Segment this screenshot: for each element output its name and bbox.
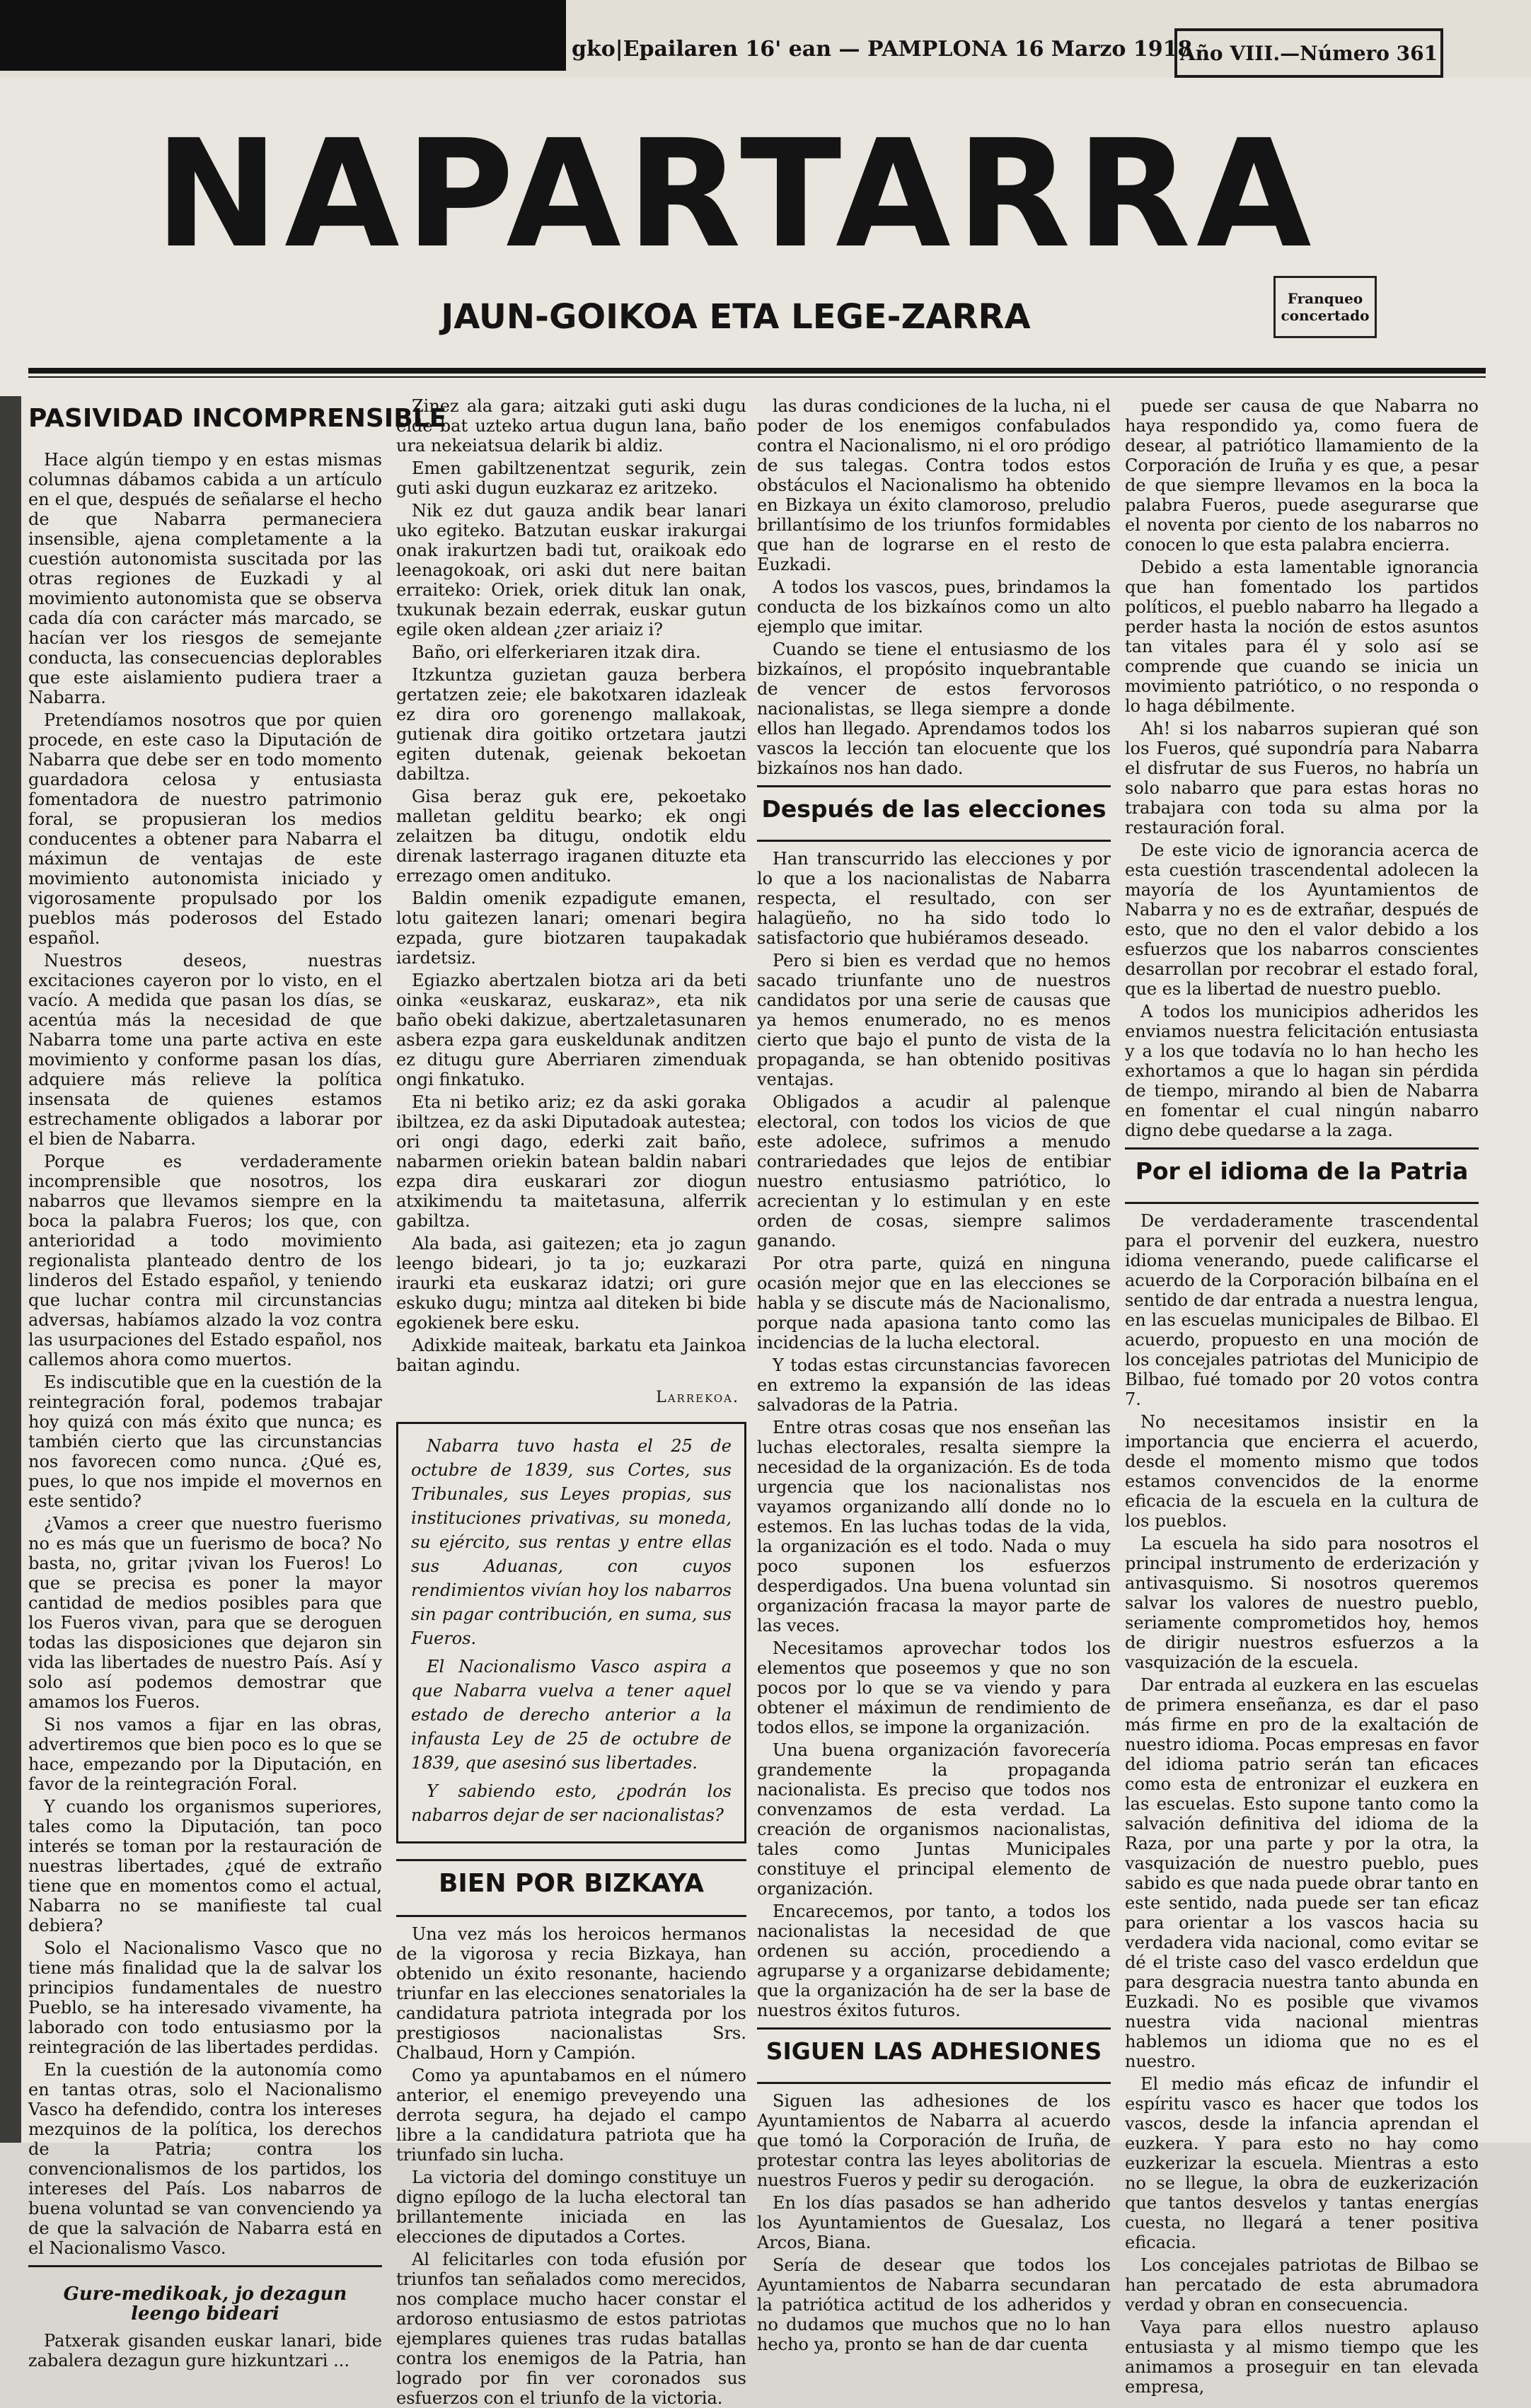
masthead: NAPARTARRA <box>154 108 1317 281</box>
paragraph: Ala bada, asi gaitezen; eta jo zagun leengo bideari, jo ta jo; euzkarazi iraurki eta euskaraz idatzi; ori gure eskuko dugu; mintza aal diteken bi bide egokienek bere esku. <box>396 1234 746 1333</box>
dateline: gko|Epailaren 16' ean — PAMPLONA 16 Marzo 1918 <box>572 37 1193 62</box>
franqueo-stamp: Franqueo concertado <box>1273 276 1377 338</box>
paragraph: Han transcurrido las elecciones y por lo que a los nacionalistas de Nabarra respecta, el resultado, con ser halagüeño, no ha sido todo lo satisfactorio que hubiéramos deseado. <box>757 849 1111 948</box>
article-title: Después de las elecciones <box>761 795 1107 823</box>
article-title: SIGUEN LAS ADHESIONES <box>766 2037 1102 2065</box>
paragraph: Encarecemos, por tanto, a todos los nacionalistas la necesidad de que ordenen su acción, procediendo a agruparse y a organizarse debidamente; que la organización ha de ser la base de nuestros éxitos futuros. <box>757 1901 1111 2020</box>
paragraph: Por otra parte, quizá en ninguna ocasión mejor que en las elecciones se habla y se discute más de Nacionalismo, porque nada apasiona tanto como las incidencias de la lucha electoral. <box>757 1254 1111 1353</box>
paragraph: Itzkuntza guzietan gauza berbera gertatzen zeie; ele bakotxaren idazleak ez dira oro gorenengo mallakoak, gutienak dira goitiko ortzetara jautzi egiten dutenak, geienak bekoetan dabiltza. <box>396 665 746 784</box>
issue-number-box: Año VIII.—Número 361 <box>1174 28 1443 78</box>
section-rule <box>396 1859 746 1861</box>
page-edge-shadow <box>0 396 21 2143</box>
paragraph: A todos los vascos, pues, brindamos la conducta de los bizkaínos como un alto ejemplo que imitar. <box>757 577 1111 637</box>
column-2 <box>396 396 746 2408</box>
paragraph: Sería de desear que todos los Ayuntamientos de Nabarra secundaran la patriótica actitud de los adheridos y no dudamos que muchos que no lo han hecho ya, pronto se han de dar cuenta <box>757 2255 1111 2354</box>
paragraph: Obligados a acudir al palenque electoral, con todos los vicios de que este adolece, sufrimos a menudo contrariedades que lejos de entibiar nuestro entusiasmo patriótico, lo acrecientan y lo estimulan y en este orden de cosas, siempre salimos ganando. <box>757 1092 1111 1251</box>
paragraph: Entre otras cosas que nos enseñan las luchas electorales, resalta siempre la necesidad de la organización. Es de toda urgencia que los nacionalistas nos vayamos organizando allí donde no lo estemos. En las luchas todas de la vida, la organización es el todo. Nada o muy poco suponen los esfuerzos desperdigados. Una buena voluntad sin organización fracasa la mayor parte de las veces. <box>757 1418 1111 1636</box>
paragraph: Al felicitarles con toda efusión por triunfos tan señalados como merecidos, nos complace mucho hacer constar el ardoroso entusiasmo de estos patriotas ejemplares quienes tras rudas batallas contra los enemigos de la Patria, han logrado por fin ver coronados sus esfuerzos con el triunfo de la victoria. <box>396 2250 746 2408</box>
section-rule <box>757 2027 1111 2030</box>
article-title: PASIVIDAD INCOMPRENSIBLE <box>28 404 447 433</box>
paragraph: Ah! si los nabarros supieran qué son los Fueros, qué supondría para Nabarra el disfrutar de sus Fueros, no habría un solo nabarro que para estas horas no trabajara con toda su alma por la restauración foral. <box>1125 719 1479 838</box>
paragraph: las duras condiciones de la lucha, ni el poder de los enemigos confabulados contra el Nacionalismo, ni el oro pródigo de sus talegas. Contra todos estos obstáculos el Nacionalismo ha obtenido en Bizkaya un éxito clamoroso, preludio brillantísimo de los triunfos formidables que han de lograrse en el resto de Euzkadi. <box>757 396 1111 574</box>
paragraph: En los días pasados se han adherido los Ayuntamientos de Guesalaz, Los Arcos, Biana. <box>757 2193 1111 2252</box>
paragraph: Como ya apuntabamos en el número anterior, el enemigo preveyendo una derrota segura, ha dejado el campo libre a la candidatura patriota que ha triunfado sin lucha. <box>396 2066 746 2165</box>
paragraph: Baño, ori elferkeriaren itzak dira. <box>412 642 701 662</box>
paragraph: Los concejales patriotas de Bilbao se han percatado de esta abrumadora verdad y obran en consecuencia. <box>1125 2255 1479 2315</box>
section-rule <box>1125 1202 1479 1204</box>
paragraph: De verdaderamente trascendental para el porvenir del euzkera, nuestro idioma venerando, puede calificarse el acuerdo de la Corporación bilbaína en el sentido de dar entrada a nuestra lengua, en las escuelas municipales de Bilbao. El acuerdo, propuesto en una moción de los concejales patriotas del Municipio de Bilbao, fué tomado por 20 votos contra 7. <box>1125 1211 1479 1409</box>
paragraph: Cuando se tiene el entusiasmo de los bizkaínos, el propósito inquebrantable de vencer de estos fervorosos nacionalistas, se llega siempre a donde ellos han llegado. Aprendamos todos los vascos la lección tan elocuente que los bizkaínos nos han dado. <box>757 639 1111 778</box>
section-rule <box>396 1915 746 1917</box>
section-rule <box>28 2265 382 2267</box>
paragraph: Y sabiendo esto, ¿podrán los nabarros dejar de ser nacionalistas? <box>411 1781 732 1825</box>
paragraph: El Nacionalismo Vasco aspira a que Nabarra vuelva a tener aquel estado de derecho anterior a la infausta Ley de 25 de octubre de 1839, que asesinó sus libertades. <box>411 1657 732 1773</box>
paragraph: A todos los municipios adheridos les enviamos nuestra felicitación entusiasta y a los que todavía no lo han hecho les exhortamos a que lo hagan sin pérdida de tiempo, mirando al bien de Nabarra en fomentar el cual ningún nabarro digno debe quedarse a la zaga. <box>1125 1002 1479 1140</box>
paragraph: Patxerak gisanden euskar lanari, bide zabalera dezagun gure hizkuntzari ... <box>28 2331 382 2371</box>
boxed-notice <box>396 1422 746 1843</box>
paragraph: Vaya para ellos nuestro aplauso entusiasta y al mismo tiempo que les animamos a proseguir en tan elevada empresa, <box>1125 2317 1479 2397</box>
paragraph: puede ser causa de que Nabarra no haya respondido ya, como fuera de desear, al patriótico llamamiento de la Corporación de Iruña y es que, a pesar de que siempre llevamos en la boca la palabra Fueros, puede asegurarse que el noventa por ciento de los nabarros no conocen lo que esta palabra encierra. <box>1125 396 1479 555</box>
paragraph: Una buena organización favorecería grandemente la propaganda nacionalista. Es preciso que todos nos convenzamos de esta verdad. La creación de organismos nacionalistas, tales como Juntas Municipales constituye el principal elemento de organización. <box>757 1740 1111 1899</box>
column-1 <box>28 396 447 2371</box>
header-rule-thin <box>28 376 1486 378</box>
paragraph: Emen gabiltzenentzat segurik, zein guti aski dugun euzkaraz ez aritzeko. <box>396 458 746 498</box>
motto: JAUN-GOIKOA ETA LEGE-ZARRA <box>441 297 1031 337</box>
paragraph: Y todas estas circunstancias favorecen en extremo la expansión de las ideas salvadoras de la Patria. <box>757 1355 1111 1415</box>
paragraph: No necesitamos insistir en la importancia que encierra el acuerdo, desde el momento mismo que todos estamos convencidos de la enorme eficacia de la escuela en la cultura de los pueblos. <box>1125 1412 1479 1531</box>
section-rule <box>1125 1147 1479 1150</box>
paragraph: Eta ni betiko ariz; ez da aski goraka ibiltzea, ez da aski Diputadoak autestea; ori ongi dago, ederki zait baño, nabarmen oriekin batean baldin nabari ezpa dira euskarari zor diogun atxikimendu ta maitetasuna, alferrik gabiltza. <box>396 1092 746 1231</box>
column-4 <box>1125 396 1479 2397</box>
paragraph: Una vez más los heroicos hermanos de la vigorosa y recia Bizkaya, han obtenido un éxito resonante, haciendo triunfar en las elecciones senatoriales la candidatura patriota integrada por los prestigiosos nacionalistas Srs. Chalbaud, Horn y Campión. <box>396 1924 746 2063</box>
paragraph: La victoria del domingo constituye un digno epílogo de la lucha electoral tan brillantemente iniciada en las elecciones de diputados a Cortes. <box>396 2167 746 2247</box>
paragraph: Hace algún tiempo y en estas mismas columnas dábamos cabida a un artículo en el que, después de señalarse el hecho de que Nabarra permaneciera insensible, ajena completamente a la cuestión autonomista suscitada por las otras regiones de Euzkadi y al movimiento autonomista que se observa cada día con carácter más marcado, se hacían ver los riesgos de semejante conducta, las consecuencias deplorables que este aislamiento pudiera traer a Nabarra. <box>28 450 382 707</box>
paragraph: Necesitamos aprovechar todos los elementos que poseemos y que no son pocos por lo que se va viendo y para obtener el máximun de rendimiento de todos ellos, se impone la organización. <box>757 1638 1111 1737</box>
paragraph: El medio más eficaz de infundir el espíritu vasco es hacer que todos los vascos, desde la infancia aprendan el euzkera. Y para esto no hay como euzkerizar la escuela. Mientras a esto no se llegue, la obra de euzkerización que tantos desvelos y tantas energías cuesta, no llegará a tener positiva eficacia. <box>1125 2074 1479 2252</box>
paragraph: Zinez ala gara; aitzaki guti aski dugu eide bat uzteko artua dugun lana, baño ura nekeiatsua delarik bi aldiz. <box>396 396 746 456</box>
paragraph: Solo el Nacionalismo Vasco que no tiene más finalidad que la de salvar los principios fundamentales de nuestro Pueblo, se ha interesado vivamente, ha laborado con todo entusiasmo por la reintegración de las libertades perdidas. <box>28 1938 382 2057</box>
paragraph: Gisa beraz guk ere, pekoetako malletan gelditu bearko; ek ongi zelaitzen ba ditugu, ondotik eldu direnak lasterrago iraganen dituzte eta errezago omen andituko. <box>396 787 746 886</box>
paragraph: Porque es verdaderamente incomprensible que nosotros, los nabarros que llevamos siempre en la boca la palabra Fueros; los que, con anterioridad a todo movimiento regionalista planteado dentro de los linderos del Estado español, y teniendo que luchar contra mil circunstancias adversas, habíamos alzado la voz contra las usurpaciones del Estado español, nos callemos ahora como muertos. <box>28 1152 382 1370</box>
torn-edge <box>0 0 566 71</box>
signature: Larrekoa. <box>656 1389 739 1406</box>
paragraph: Dar entrada al euzkera en las escuelas de primera enseñanza, es dar el paso más firme en pro de la exaltación de nuestro idioma. Pocas empresas en favor del idioma patrio serán tan eficaces como esta de entronizar el euzkera en las escuelas. Esto supone tanto como la salvación definitiva del idioma de la Raza, por una parte y por la otra, la vasquización de nuestro pueblo, pues sabido es que nada puede obrar tanto en este sentido, nada puede ser tan eficaz para orientar a los vascos hacia su verdadera vida nacional, como evitar se dé el triste caso del vasco erdeldun que para desgracia nuestra tanto abunda en Euzkadi. No es posible que vivamos nuestra vida nacional mientras hablemos un idioma que no es el nuestro. <box>1125 1675 1479 2071</box>
paragraph: De este vicio de ignorancia acerca de esta cuestión trascendental adolecen la mayoría de los Ayuntamientos de Nabarra y no es de extrañar, después de esto, que no den el valor debido a los esfuerzos que los nabarros conscientes desarrollan por recobrar el estado foral, que es la libertad de nuestro pueblo. <box>1125 840 1479 999</box>
header-rule <box>28 368 1486 374</box>
paragraph: Baldin omenik ezpadigute emanen, lotu gaitezen lanari; omenari begira ezpada, gure biotzaren taupakadak iardetsiz. <box>396 888 746 968</box>
column-3 <box>757 396 1111 2354</box>
paragraph: ¿Vamos a creer que nuestro fuerismo no es más que un fuerismo de boca? No basta, no, gritar ¡vivan los Fueros! Lo que se precisa es poner la mayor cantidad de medios posibles para que los Fueros vivan, para que se deroguen todas las disposiciones que dejaron sin vida las libertades de nuestro País. Así y solo así podemos demostrar que amamos los Fueros. <box>28 1514 382 1712</box>
paragraph: Nuestros deseos, nuestras excitaciones cayeron por lo visto, en el vacío. A medida que pasan los días, se acentúa más la necesidad de que Nabarra tome una parte activa en este movimiento y conforme pasan los días, adquiere más relieve la política insensata de quienes estamos estrechamente obligados a laborar por el bien de Nabarra. <box>28 951 382 1149</box>
section-rule <box>757 2082 1111 2084</box>
paragraph: Nabarra tuvo hasta el 25 de octubre de 1839, sus Cortes, sus Tribunales, sus Leyes propias, sus instituciones privativas, su moneda, su ejército, sus rentas y entre ellas sus Aduanas, con cuyos rendimientos vivían hoy los nabarros sin pagar contribución, en suma, sus Fueros. <box>411 1436 732 1648</box>
paragraph: Pero si bien es verdad que no hemos sacado triunfante uno de nuestros candidatos por una serie de causas que ya hemos enumerado, no es menos cierto que bajo el punto de vista de la propaganda, se han obtenido positivas ventajas. <box>757 951 1111 1089</box>
article-title: Gure-medikoak, jo dezagun leengo bideari <box>63 2283 347 2325</box>
paragraph: Adixkide maiteak, barkatu eta Jainkoa baitan agindu. <box>396 1336 746 1375</box>
paragraph: Y cuando los organismos superiores, tales como la Diputación, tan poco interés se toman por la restauración de nuestras libertades, ¿qué de extraño tiene que en momentos como el actual, Nabarra no se manifieste tal cual debiera? <box>28 1797 382 1935</box>
paragraph: Egiazko abertzalen biotza ari da beti oinka «euskaraz, euskaraz», eta nik baño obeki dakizue, abertzaletasunaren asbera ezpa gara euskeldunak anditzen ez ditugu gure Aberriaren zimenduak ongi finkatuko. <box>396 971 746 1089</box>
paragraph: Debido a esta lamentable ignorancia que han fomentado los partidos políticos, el pueblo nabarro ha llegado a perder hasta la noción de estos asuntos tan vitales para él y solo así se comprende que cuando se inicia un movimiento patriótico, o no responda o lo haga débilmente. <box>1125 557 1479 716</box>
paragraph: Siguen las adhesiones de los Ayuntamientos de Nabarra al acuerdo que tomó la Corporación de Iruña, de protestar contra las leyes abolitorias de nuestros Fueros y pedir su derogación. <box>757 2091 1111 2190</box>
paragraph: En la cuestión de la autonomía como en tantas otras, solo el Nacionalismo Vasco ha defendido, contra los intereses mezquinos de la política, los derechos de la Patria; contra los convencionalismos de los partidos, los intereses del País. Los nabarros de buena voluntad se van convenciendo ya de que la salvación de Nabarra está en el Nacionalismo Vasco. <box>28 2060 382 2258</box>
paragraph: Si nos vamos a fijar en las obras, advertiremos que bien poco es lo que se hace, empezando por la Diputación, en favor de la reintegración Foral. <box>28 1715 382 1794</box>
article-title: BIEN POR BIZKAYA <box>438 1869 705 1898</box>
section-rule <box>757 785 1111 787</box>
section-rule <box>757 840 1111 842</box>
paragraph: La escuela ha sido para nosotros el principal instrumento de erderización y antivasquismo. Si nosotros queremos salvar los valores de nuestro pueblo, seriamente comprometidos hoy, hemos de dirigir nuestros esfuerzos a la vasquización de la escuela. <box>1125 1534 1479 1672</box>
paragraph: Es indiscutible que en la cuestión de la reintegración foral, podemos trabajar hoy quizá con más éxito que nunca; es también cierto que las circunstancias nos favorecen como nunca. ¿Qué es, pues, lo que nos impide el movernos en este sentido? <box>28 1372 382 1511</box>
paragraph: Pretendíamos nosotros que por quien procede, en este caso la Diputación de Nabarra que debe ser en todo momento guardadora celosa y entusiasta fomentadora de nuestro patrimonio foral, se propusieran los medios conducentes a obtener para Nabarra el máximun de ventajas de este movimiento autonomista iniciado y vigorosamente propulsado por los pueblos más poderosos del Estado español. <box>28 710 382 948</box>
article-title: Por el idioma de la Patria <box>1135 1157 1469 1185</box>
paragraph: Nik ez dut gauza andik bear lanari uko egiteko. Batzutan euskar irakurgai onak irakurtzen badi tut, oraikoak edo leenagokoak, ori aski dut nere baitan erraiteko: Oriek, oriek dituk lan onak, txukunak bezain ederrak, euskar gutun egile oken aldean ¿zer ariaiz i? <box>396 501 746 639</box>
